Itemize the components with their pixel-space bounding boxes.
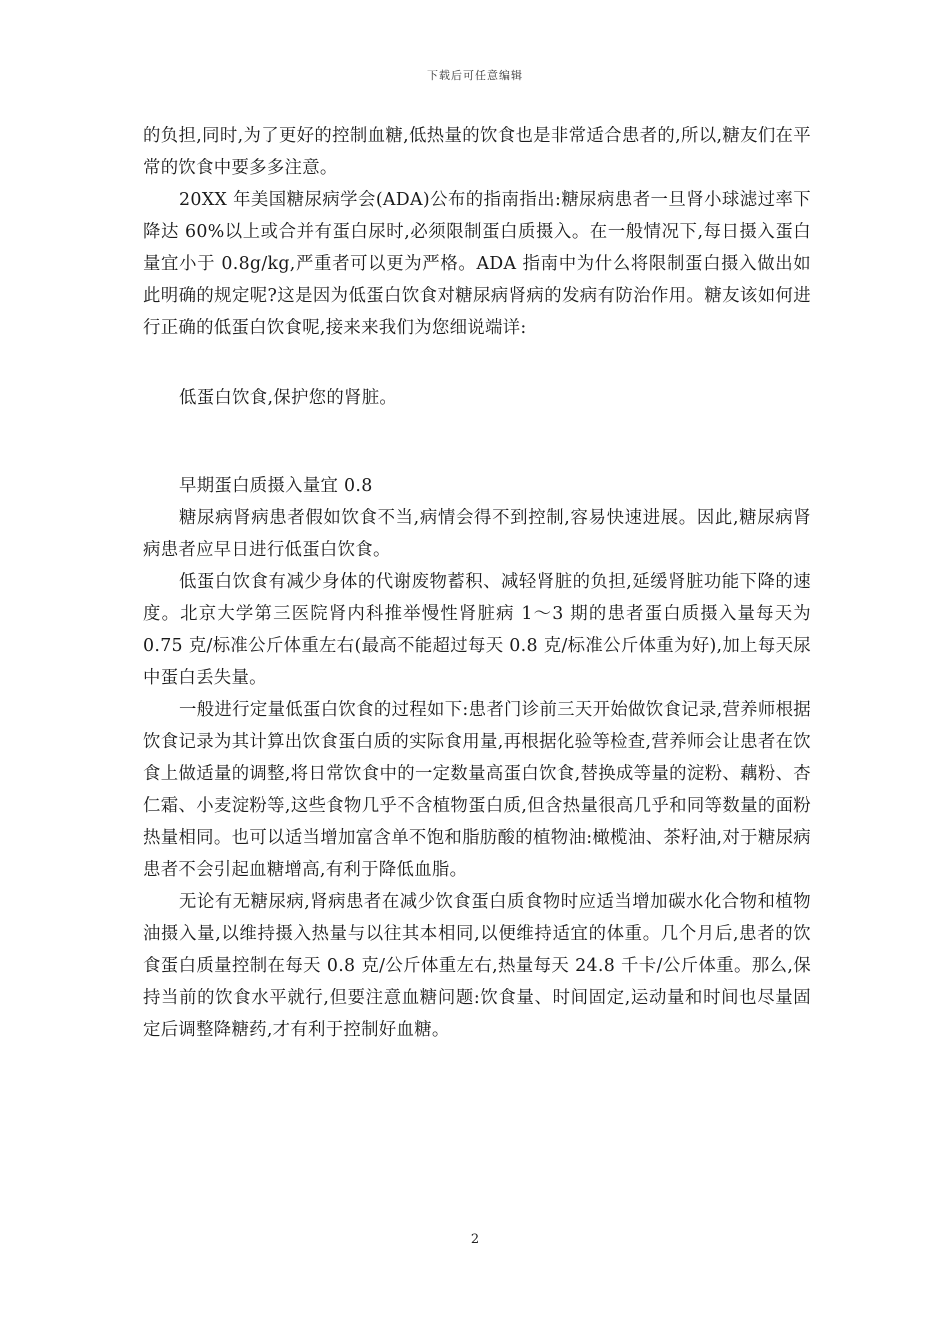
paragraph-ada-guideline: 20XX 年美国糖尿病学会(ADA)公布的指南指出:糖尿病患者一旦肾小球滤过率下降达 60%以上或合并有蛋白尿时,必须限制蛋白质摄入。在一般情况下,每日摄入蛋白量宜小于 0.8g/kg,严重者可以更为严格。ADA 指南中为什么将限制蛋白摄入做出如此明确的规定呢?这是因为低蛋白饮食对糖尿病肾病的发病有防治作用。糖友该如何进行正确的低蛋白饮食呢,接来来我们为您细说端详: xyxy=(143,190,811,338)
page-header: 下载后可任意编辑 xyxy=(427,69,523,82)
document-body xyxy=(143,120,811,1046)
paragraph-low-protein-benefits: 低蛋白饮食有减少身体的代谢废物蓄积、减轻肾脏的负担,延缓肾脏功能下降的速度。北京大学第三医院肾内科推举慢性肾脏病 1～3 期的患者蛋白质摄入量每天为 0.75 克/标准公斤体重左右(最高不能超过每天 0.8 克/标准公斤体重为好),加上每天尿中蛋白丢失量。 xyxy=(143,572,811,688)
paragraph-continuation: 的负担,同时,为了更好的控制血糖,低热量的饮食也是非常适合患者的,所以,糖友们在平常的饮食中要多多注意。 xyxy=(143,126,811,178)
paragraph-diet-process: 一般进行定量低蛋白饮食的过程如下:患者门诊前三天开始做饮食记录,营养师根据饮食记录为其计算出饮食蛋白质的实际食用量,再根据化验等检查,营养师会让患者在饮食上做适量的调整,将日常饮食中的一定数量高蛋白饮食,替换成等量的淀粉、藕粉、杏仁霜、小麦淀粉等,这些食物几乎不含植物蛋白质,但含热量很高几乎和同等数量的面粉热量相同。也可以适当增加富含单不饱和脂肪酸的植物油:橄榄油、茶籽油,对于糖尿病患者不会引起血糖增高,有利于降低血脂。 xyxy=(143,700,811,880)
section-heading-early-protein: 早期蛋白质摄入量宜 0.8 xyxy=(179,476,373,496)
section-heading-low-protein: 低蛋白饮食,保护您的肾脏。 xyxy=(179,388,398,408)
paragraph-diet-control: 糖尿病肾病患者假如饮食不当,病情会得不到控制,容易快速进展。因此,糖尿病肾病患者应早日进行低蛋白饮食。 xyxy=(143,508,811,560)
page-number: 2 xyxy=(470,1232,480,1247)
paragraph-calorie-intake: 无论有无糖尿病,肾病患者在减少饮食蛋白质食物时应适当增加碳水化合物和植物油摄入量,以维持摄入热量与以往其本相同,以便维持适宜的体重。几个月后,患者的饮食蛋白质量控制在每天 0.8 克/公斤体重左右,热量每天 24.8 千卡/公斤体重。那么,保持当前的饮食水平就行,但要注意血糖问题:饮食量、时间固定,运动量和时间也尽量固定后调整降糖药,才有利于控制好血糖。 xyxy=(143,892,811,1040)
